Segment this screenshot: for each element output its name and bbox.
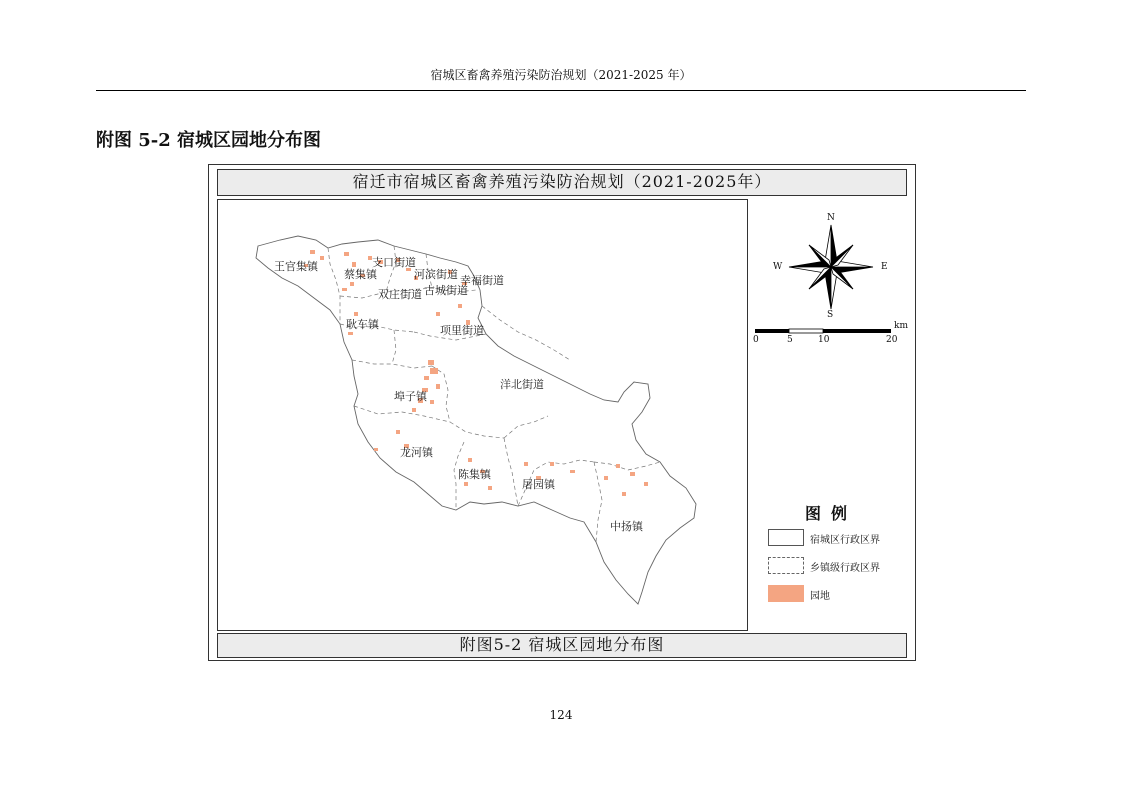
header-rule <box>96 90 1026 91</box>
running-header: 宿城区畜禽养殖污染防治规划（2021-2025 年） <box>430 68 692 82</box>
compass-east-label: E <box>881 262 888 272</box>
town-label: 屠园镇 <box>522 478 555 491</box>
scale-tick: 10 <box>818 335 830 345</box>
legend-item <box>768 585 908 602</box>
town-label: 中扬镇 <box>610 520 643 533</box>
town-label: 河滨街道 <box>414 268 458 281</box>
town-label: 幸福街道 <box>460 274 504 287</box>
scale-bar <box>747 323 907 349</box>
town-label: 古城街道 <box>424 284 468 297</box>
compass-rose-icon <box>769 213 893 321</box>
district-boundary <box>256 236 696 604</box>
scale-unit: km <box>894 321 908 331</box>
legend-title: 图例 <box>805 504 858 523</box>
town-label: 支口街道 <box>372 256 416 269</box>
map-title: 宿迁市宿城区畜禽养殖污染防治规划（2021-2025年） <box>217 169 907 196</box>
legend-label: 宿城区行政区界 <box>810 535 880 546</box>
legend-label: 乡镇级行政区界 <box>810 563 880 574</box>
map-panel <box>217 199 748 631</box>
town-label: 双庄街道 <box>378 288 422 301</box>
scale-tick: 0 <box>753 335 759 345</box>
legend-label: 园地 <box>810 591 830 602</box>
town-label: 龙河镇 <box>400 446 433 459</box>
scale-tick: 20 <box>886 335 898 345</box>
legend-swatch-district <box>768 529 804 546</box>
town-label: 耿车镇 <box>346 318 379 331</box>
town-label: 埠子镇 <box>394 390 427 403</box>
map-frame <box>208 164 916 661</box>
legend-swatch-town <box>768 557 804 574</box>
compass-south-label: S <box>827 310 834 320</box>
town-label: 王官集镇 <box>274 260 318 273</box>
town-label: 蔡集镇 <box>344 268 377 281</box>
legend-item <box>768 557 908 574</box>
legend-item <box>768 529 908 546</box>
legend-swatch-orchard <box>768 585 804 602</box>
town-label: 项里街道 <box>440 324 484 337</box>
compass-west-label: W <box>773 262 783 272</box>
scale-tick: 5 <box>787 335 793 345</box>
page-number: 124 <box>549 708 573 722</box>
compass-north-label: N <box>827 213 835 223</box>
figure-heading: 附图 5-2 宿城区园地分布图 <box>96 130 322 151</box>
town-label: 洋北街道 <box>500 378 544 391</box>
map-caption: 附图5-2 宿城区园地分布图 <box>217 633 907 658</box>
town-label: 陈集镇 <box>458 468 491 481</box>
